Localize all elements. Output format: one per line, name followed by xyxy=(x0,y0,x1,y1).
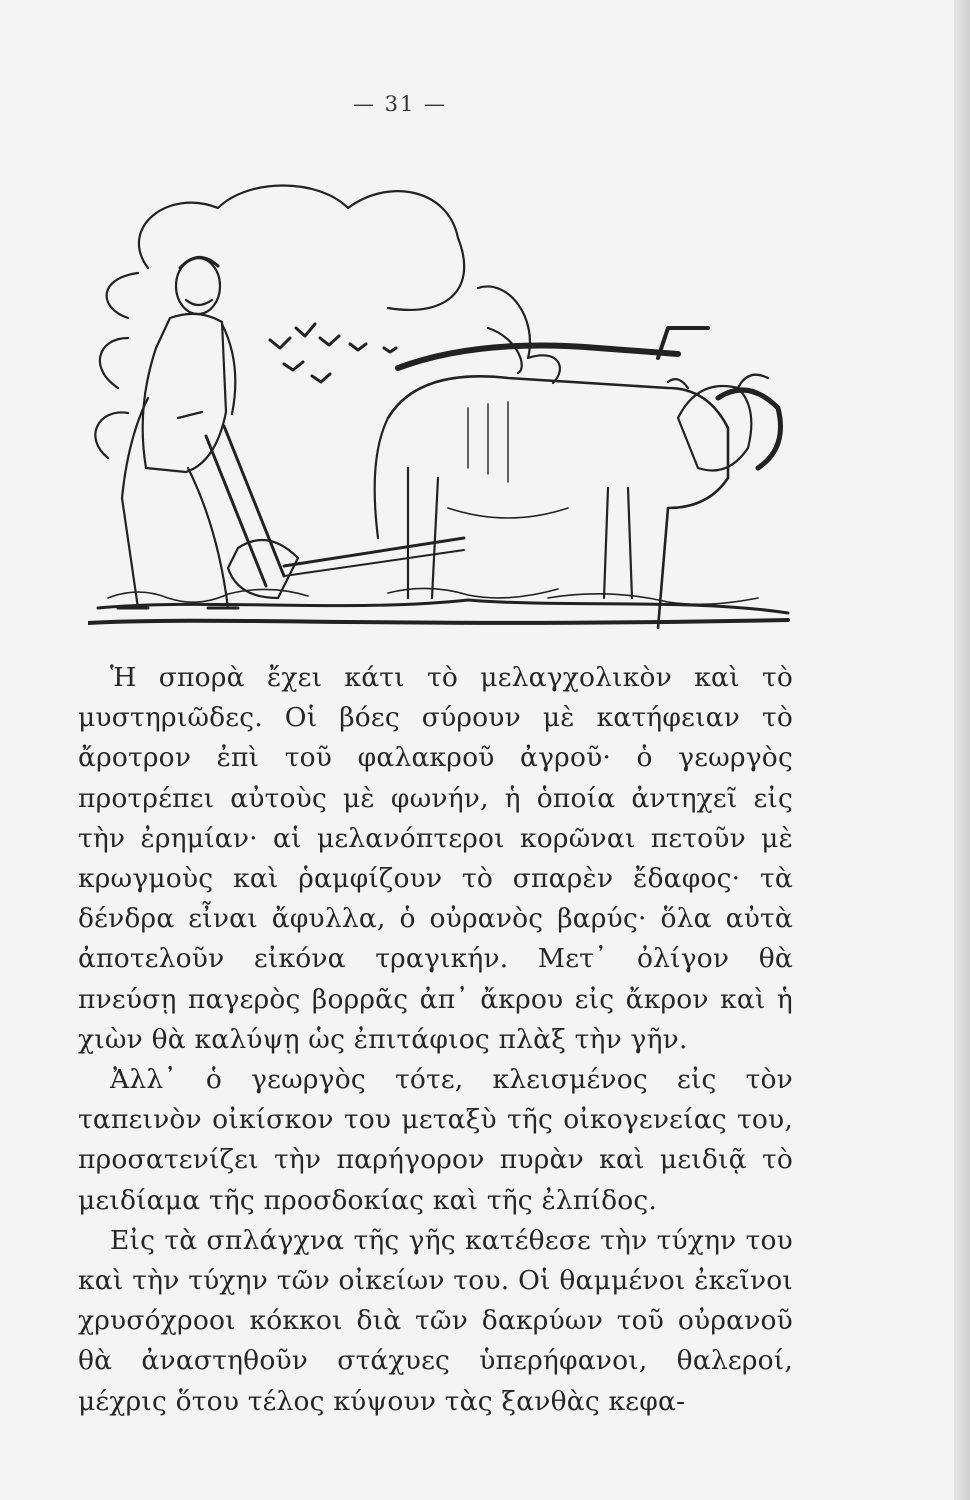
paragraph-2: Ἀλλ᾽ ὁ γεωργὸς τότε, κλεισμένος εἰς τὸν ταπεινὸν οἰκίσκον του μεταξὺ τῆς οἰκογενείας του, προσατενίζει τὴν παρήγορον πυρὰν καὶ μειδιᾷ τὸ μειδίαμα τῆς προσδοκίας καὶ τῆς ἐλπίδος. xyxy=(78,1064,793,1216)
body-text xyxy=(78,658,793,1422)
paragraph-3: Εἰς τὰ σπλάγχνα τῆς γῆς κατέθεσε τὴν τύχην του καὶ τὴν τύχην τῶν οἰκείων του. Οἱ θαμμένοι ἐκεῖνοι χρυσόχροοι κόκκοι διὰ τῶν δακρύων τοῦ οὐρανοῦ θὰ ἀναστηθοῦν στάχυες ὑπερήφανοι, θαλεροί, μέχρις ὅτου τέλος κύψουν τὰς ξανθὰς κεφα- xyxy=(78,1224,793,1417)
farmer-icon xyxy=(118,257,238,608)
page-number: — 31 — xyxy=(352,92,448,116)
plough-icon xyxy=(206,426,464,598)
cloud-outline xyxy=(139,186,464,310)
page-edge xyxy=(954,0,970,1500)
paragraph-1: Ἡ σπορὰ ἔχει κάτι τὸ μελαγχολικὸν καὶ τὸ μυστηριῶδες. Οἱ βόες σύρουν μὲ κατήφειαν τὸ ἄροτρον ἐπὶ τοῦ φαλακροῦ ἀγροῦ· ὁ γεωργὸς προτρέπει αὐτοὺς μὲ φωνήν, ἡ ὁποία ἀντηχεῖ εἰς τὴν ἐρημίαν· αἱ μελανόπτεροι κορῶναι πετοῦν μὲ κρωγμοὺς καὶ ῥαμφίζουν τὸ σπαρὲν ἔδαφος· τὰ δένδρα εἶναι ἄφυλλα, ὁ οὐρανὸς βαρύς· ὅλα αὐτὰ ἀποτελοῦν εἰκόνα τραγικήν. Μετ᾽ ὀλίγον θὰ πνεύσῃ παγερὸς βορρᾶς ἀπ᾽ ἄκρου εἰς ἄκρον καὶ ἡ χιὼν θὰ καλύψῃ ὡς ἐπιτάφιος πλὰξ τὴν γῆν. xyxy=(78,662,793,1055)
birds-icon xyxy=(270,324,396,382)
oxen-icon xyxy=(375,328,781,628)
ploughman-with-oxen-icon xyxy=(88,168,794,640)
